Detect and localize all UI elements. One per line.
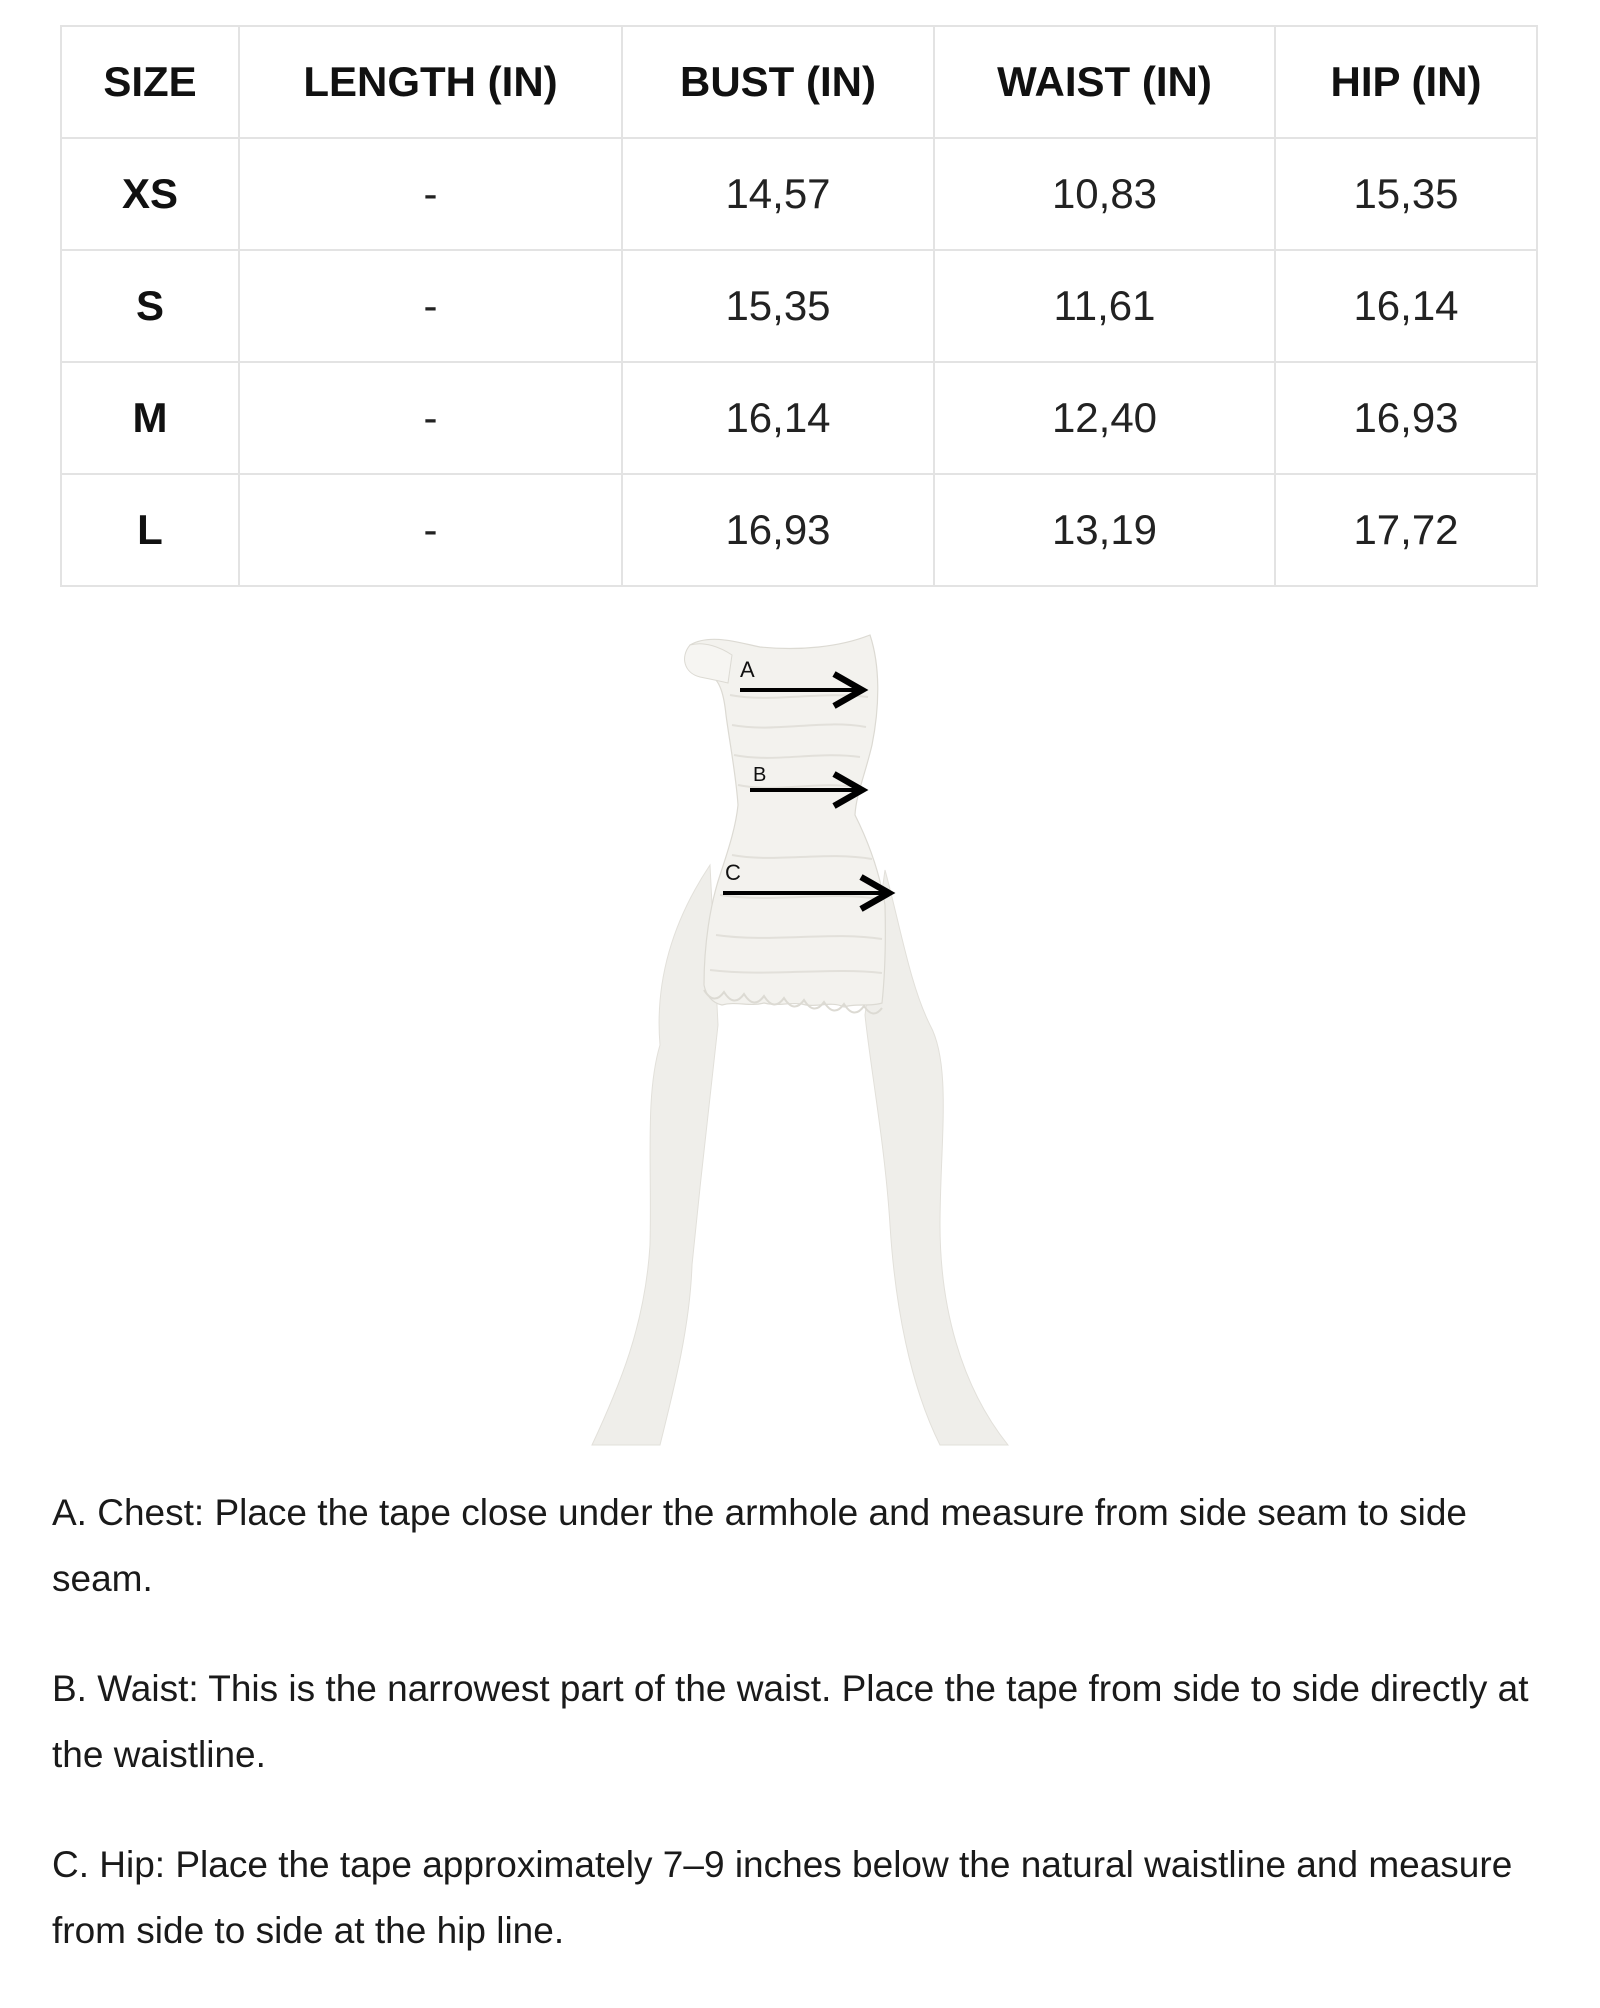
size-cell: L	[61, 474, 239, 586]
length-cell: -	[239, 138, 622, 250]
header-size: SIZE	[61, 26, 239, 138]
marker-c-label: C	[725, 860, 741, 885]
table-row	[61, 474, 1537, 586]
waist-cell: 10,83	[934, 138, 1275, 250]
size-cell: S	[61, 250, 239, 362]
waist-cell: 11,61	[934, 250, 1275, 362]
length-cell: -	[239, 250, 622, 362]
hip-cell: 17,72	[1275, 474, 1537, 586]
left-ribbon	[592, 865, 718, 1445]
bust-cell: 16,14	[622, 362, 934, 474]
size-chart-table	[60, 25, 1538, 587]
table-header-row	[61, 26, 1537, 138]
marker-a-label: A	[740, 657, 755, 682]
bust-cell: 14,57	[622, 138, 934, 250]
table-row	[61, 362, 1537, 474]
hip-cell: 16,93	[1275, 362, 1537, 474]
measurement-notes	[52, 1480, 1562, 2008]
marker-b-label: B	[753, 764, 767, 786]
size-cell: XS	[61, 138, 239, 250]
table-row	[61, 138, 1537, 250]
note-hip: C. Hip: Place the tape approximately 7–9 inches below the natural waistline and measure from side to side at the hip line.	[52, 1844, 1513, 1951]
waist-cell: 12,40	[934, 362, 1275, 474]
header-length: LENGTH (IN)	[239, 26, 622, 138]
header-hip: HIP (IN)	[1275, 26, 1537, 138]
dress-illustration	[560, 625, 1040, 1455]
hip-cell: 16,14	[1275, 250, 1537, 362]
waist-cell: 13,19	[934, 474, 1275, 586]
header-waist: WAIST (IN)	[934, 26, 1275, 138]
hip-cell: 15,35	[1275, 138, 1537, 250]
bust-cell: 15,35	[622, 250, 934, 362]
note-chest: A. Chest: Place the tape close under the armhole and measure from side seam to side seam.	[52, 1492, 1467, 1599]
garment-measurement-figure	[560, 625, 1040, 1455]
note-waist: B. Waist: This is the narrowest part of the waist. Place the tape from side to side directly at the waistline.	[52, 1668, 1529, 1775]
table-row	[61, 250, 1537, 362]
header-bust: BUST (IN)	[622, 26, 934, 138]
length-cell: -	[239, 362, 622, 474]
right-ribbon	[865, 870, 1008, 1445]
bust-cell: 16,93	[622, 474, 934, 586]
length-cell: -	[239, 474, 622, 586]
size-cell: M	[61, 362, 239, 474]
